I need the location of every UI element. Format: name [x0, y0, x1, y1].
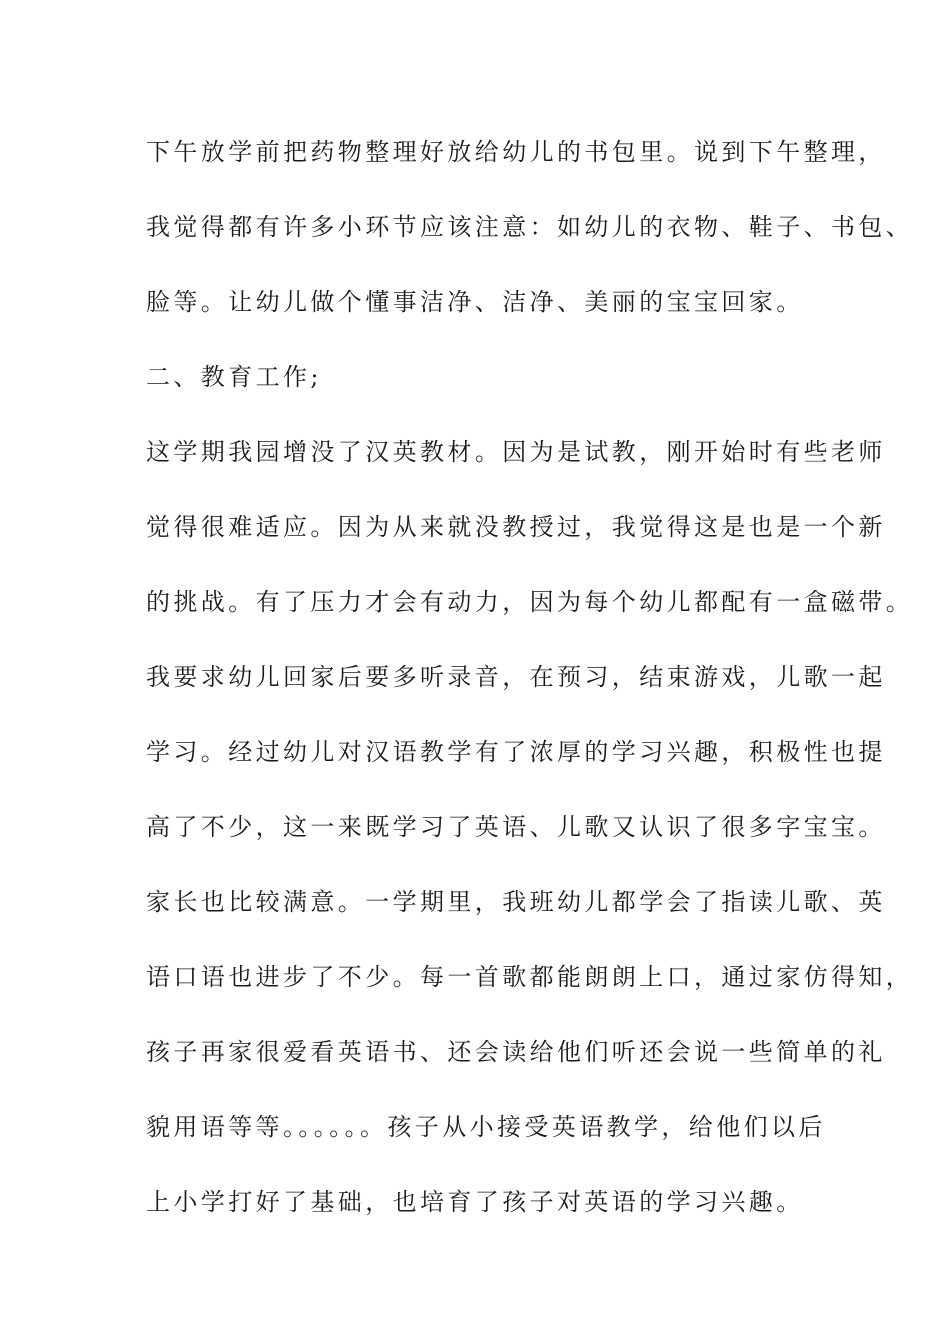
- text-line: 我觉得都有许多小环节应该注意：如幼儿的衣物、鞋子、书包、: [146, 213, 914, 241]
- text-line: 貌用语等等。。。。。。孩子从小接受英语教学，给他们以后: [146, 1113, 826, 1141]
- text-line: 的挑战。有了压力才会有动力，因为每个幼儿都配有一盒磁带。: [146, 588, 914, 616]
- text-line: 我要求幼儿回家后要多听录音，在预习，结束游戏，儿歌一起: [146, 663, 886, 691]
- text-line: 语口语也进步了不少。每一首歌都能朗朗上口，通过家仿得知，: [146, 963, 914, 991]
- text-line: 下午放学前把药物整理好放给幼儿的书包里。说到下午整理，: [146, 138, 886, 166]
- text-line: 家长也比较满意。一学期里，我班幼儿都学会了指读儿歌、英: [146, 888, 886, 916]
- text-line: 这学期我园增没了汉英教材。因为是试教，刚开始时有些老师: [146, 438, 886, 466]
- text-line: 觉得很难适应。因为从来就没教授过，我觉得这是也是一个新: [146, 513, 886, 541]
- text-line: 上小学打好了基础，也培育了孩子对英语的学习兴趣。: [146, 1188, 804, 1216]
- text-line: 学习。经过幼儿对汉语教学有了浓厚的学习兴趣，积极性也提: [146, 738, 886, 766]
- text-line: 高了不少，这一来既学习了英语、儿歌又认识了很多字宝宝。: [146, 813, 886, 841]
- text-line: 孩子再家很爱看英语书、还会读给他们听还会说一些简单的礼: [146, 1038, 886, 1066]
- text-line: 脸等。让幼儿做个懂事洁净、洁净、美丽的宝宝回家。: [146, 288, 804, 316]
- section-heading: 二、教育工作;: [146, 363, 322, 391]
